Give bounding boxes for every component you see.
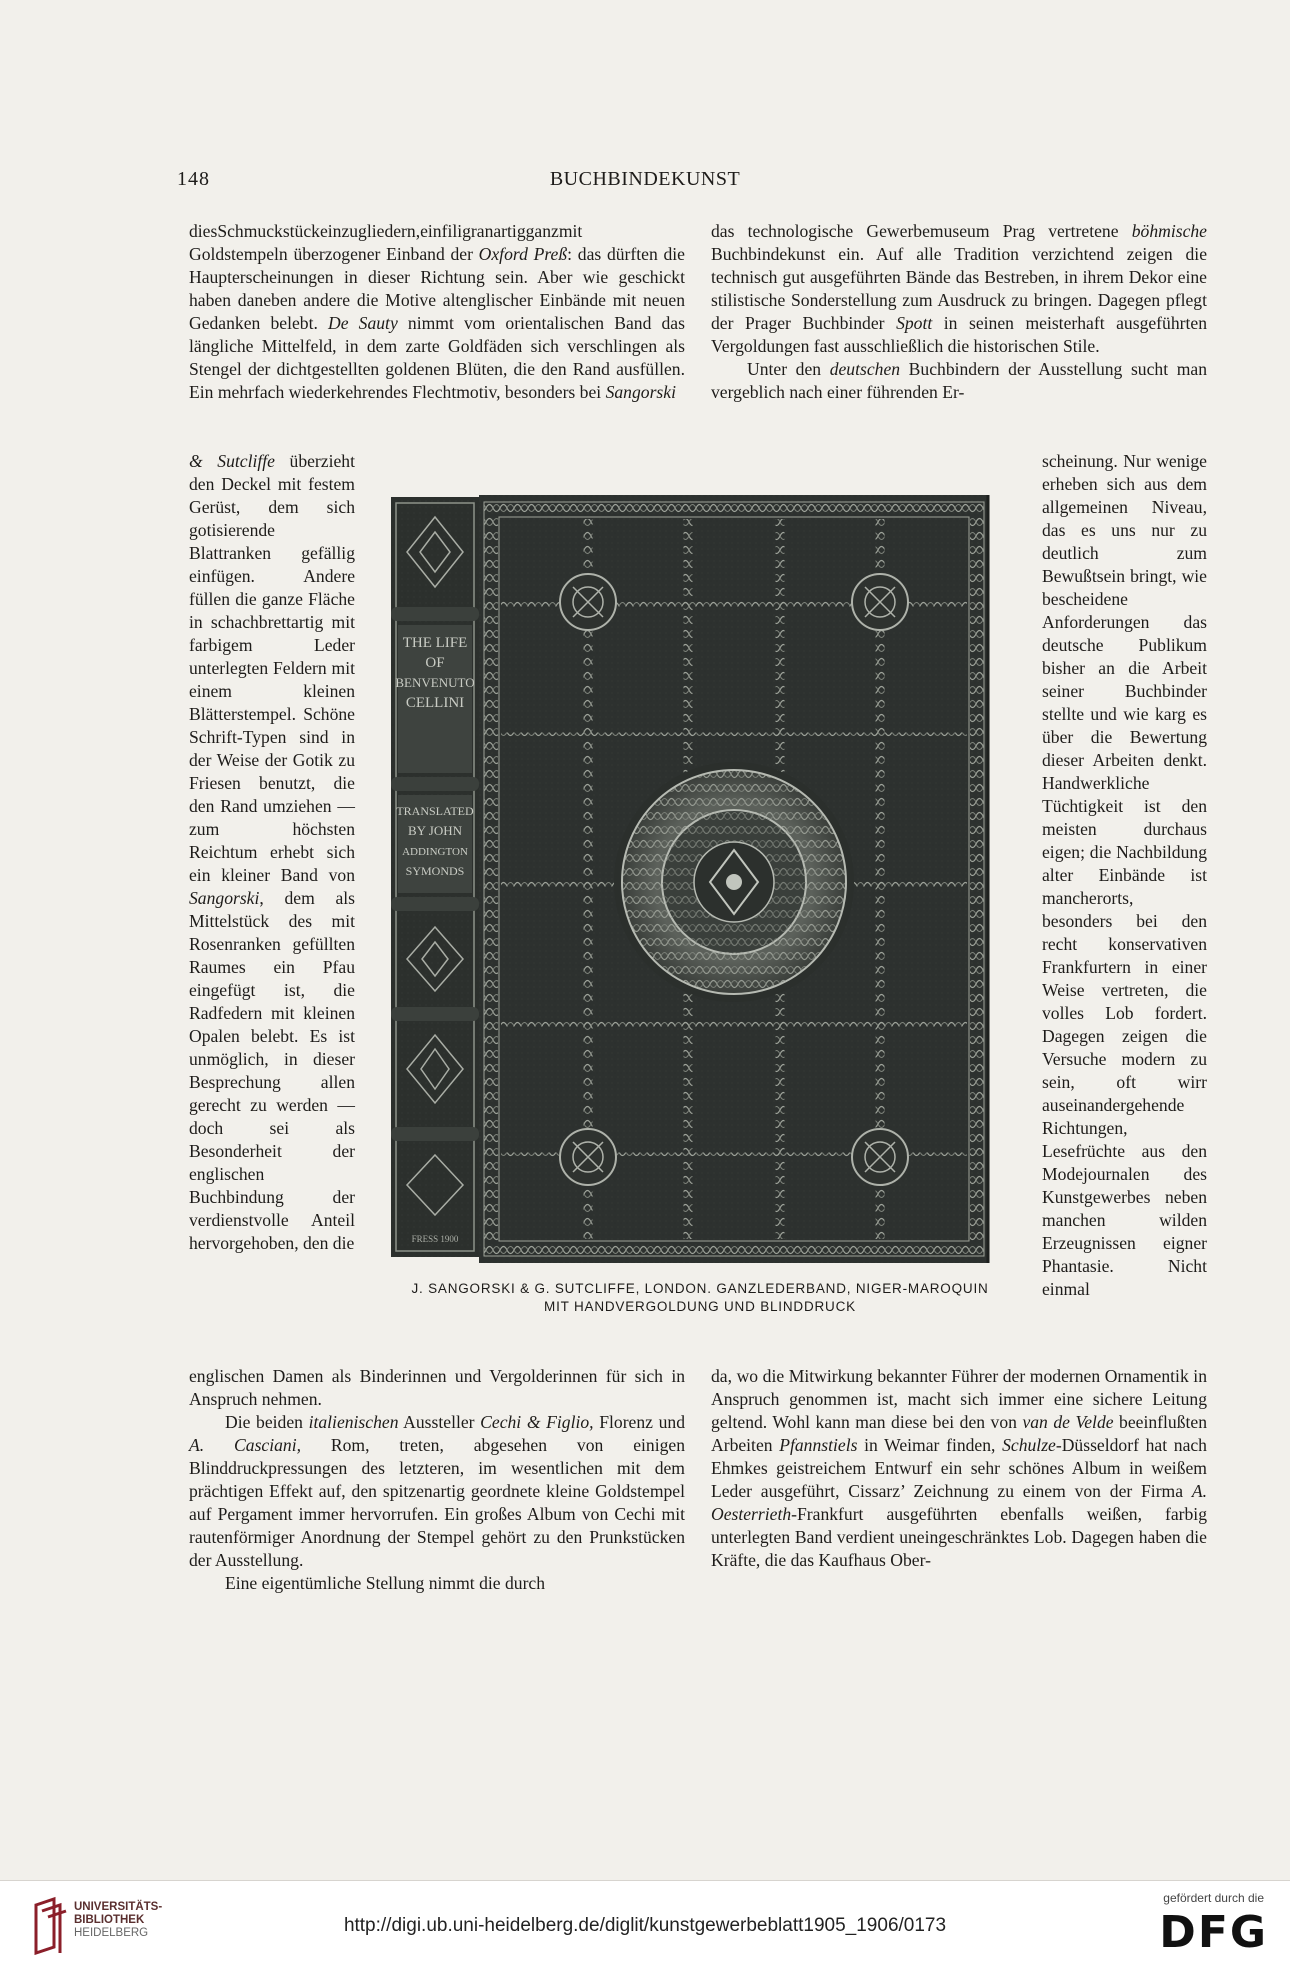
paragraph: das technologische Gewerbemuseum Prag vertretene böhmische Buchbindekunst ein. Auf alle Tradition verzichtend zeigen die technisch gut ausgeführten Bände das Bestreben, in ihrem Dekor eine stilistische Sonderstellung zum Ausdruck zu bringen. Dagegen pflegt der Prager Buchbinder Spott in seinen meisterhaft ausgeführten Vergoldungen fast ausschließlich die historischen Stile. <box>711 221 1207 356</box>
right-column-wrap <box>1042 450 1207 1301</box>
book-binding-photo <box>388 487 1000 1269</box>
paragraph: & Sutcliffe überzieht den Deckel mit festem Gerüst, dem sich gotisierende Blattranken gefällig einfügen. Andere füllen die ganze Fläche in schachbrettartig mit farbigem Leder unterlegten Feldern mit einem kleinen Blätterstempel. Schöne Schrift-Typen sind in der Weise der Gotik zu Friesen benutzt, die den Rand umziehen — zum höchsten Reichtum erhebt sich ein kleiner Band von Sangorski, dem als Mittelstück des mit Rosenranken gefüllten Raumes ein Pfau eingefügt ist, die Radfedern mit kleinen Opalen belebt. Es ist unmöglich, in dieser Besprechung allen gerecht zu werden — doch sei als Besonderheit der englischen Buchbindung der verdienstvolle Anteil hervorgehoben, den die <box>189 451 355 1253</box>
book-spine <box>391 497 479 1257</box>
caption-line: J. SANGORSKI & G. SUTCLIFFE, LONDON. GANZLEDERBAND, NIGER-MAROQUIN <box>411 1281 989 1296</box>
figure-caption <box>360 1280 1040 1316</box>
paragraph: da, wo die Mitwirkung bekannter Führer der modernen Ornamentik in Anspruch genommen ist, macht sich immer eine sichere Leitung geltend. Wohl kann man diese bei den von van de Velde beeinflußten Arbeiten Pfannstiels in Weimar finden, Schulze-Düsseldorf hat nach Ehmkes geistreichem Entwurf ein sehr schönes Album in weißem Leder ausgeführt, Cissarz’ Zeichnung zu einem von der Firma A. Oesterrieth-Frankfurt ausgeführten ebenfalls weißen, farbig unterlegten Band verdient uneingeschränktes Lob. Dagegen haben die Kräfte, die das Kaufhaus Ober- <box>711 1366 1207 1570</box>
paragraph: scheinung. Nur wenige erheben sich aus dem allgemeinen Niveau, das es uns nur zu deutlich zum Bewußtsein bringt, wie bescheidene Anforderungen das deutsche Publikum bisher an die Arbeit seiner Buchbinder stellte und wie karg es über die Bewertung dieser Arbeiten denkt. Handwerkliche Tüchtigkeit ist den meisten durchaus eigen; die Nachbildung alter Einbände ist mancherorts, besonders bei den recht konservativen Frankfurtern in einer Weise vertreten, die volles Lob fordert. Dagegen zeigen die Versuche modern zu sein, oft wirr auseinandergehende Richtungen, Lesefrüchte aus den Modejournalen des Kunstgewerbes neben manchen wilden Erzeugnissen eigner Phantasie. Nicht einmal <box>1042 451 1207 1299</box>
book-illustration <box>388 487 1000 1269</box>
permalink-url[interactable]: http://digi.ub.uni-heidelberg.de/diglit/kunstgewerbeblatt1905_1906/0173 <box>343 1915 947 1936</box>
svg-text:BENVENUTO: BENVENUTO <box>395 675 475 690</box>
page-number: 148 <box>177 168 210 190</box>
paragraph: Die beiden italienischen Aussteller Cechi & Figlio, Florenz und A. Casciani, Rom, treten, abgesehen von einigen Blinddruckpressungen des letzteren, im wesentlichen mit dem prächtigen Effekt auf, den spitzenartig geordnete kleine Goldstempel auf Pergament immer hervorrufen. Ein großes Album von Cechi mit rautenförmiger Anordnung der Stempel gehört zu den Prunkstücken der Ausstellung. <box>189 1412 685 1570</box>
centre-medallion <box>614 762 854 1002</box>
running-title: BUCHBINDEKUNST <box>549 168 741 190</box>
left-column-top <box>189 220 685 404</box>
right-column-top <box>711 220 1207 404</box>
svg-text:THE LIFE: THE LIFE <box>402 635 468 651</box>
paragraph: diesSchmuckstückeinzugliedern,einfiligranartigganzmit Goldstempeln überzogener Einband der Oxford Preß: das dürften die Haupterscheinungen in dieser Richtung sein. Aber wie geschickt haben daneben andere die Motive altenglischer Einbände mit neuen Gedanken belebt. De Sauty nimmt vom orientalischen Band das längliche Mittelfeld, in dem zarte Goldfäden sich verschlingen als Stengel der dichtgestellten goldenen Blüten, die den Rand ausfüllen. Ein mehrfach wiederkehrendes Flechtmotiv, besonders bei Sangorski <box>189 221 685 402</box>
viewer-footer <box>0 1880 1290 1970</box>
spine-imprint: FRESS 1900 <box>411 1234 459 1244</box>
caption-line: MIT HANDVERGOLDUNG UND BLINDDRUCK <box>544 1299 856 1314</box>
library-name: UNIVERSITÄTS- BIBLIOTHEK HEIDELBERG <box>74 1901 163 1939</box>
left-column-bottom <box>189 1365 685 1595</box>
svg-text:SYMONDS: SYMONDS <box>405 864 465 878</box>
svg-text:TRANSLATED: TRANSLATED <box>396 804 474 818</box>
svg-text:BY JOHN: BY JOHN <box>407 823 463 838</box>
funding-label: gefördert durch die <box>1163 1891 1264 1905</box>
right-column-bottom <box>711 1365 1207 1572</box>
paragraph: Eine eigentümliche Stellung nimmt die durch <box>225 1573 546 1593</box>
svg-text:ADDINGTON: ADDINGTON <box>402 846 468 858</box>
svg-text:CELLINI: CELLINI <box>405 695 465 711</box>
dfg-logo: DFG <box>1159 1907 1268 1958</box>
paragraph: englischen Damen als Binderinnen und Vergolderinnen für sich in Anspruch nehmen. <box>189 1366 685 1409</box>
left-column-wrap <box>189 450 355 1255</box>
book-cover <box>479 495 989 1263</box>
paragraph: Unter den deutschen Buchbindern der Ausstellung sucht man vergeblich nach einer führenden Er- <box>711 359 1208 402</box>
svg-text:OF: OF <box>425 655 445 671</box>
